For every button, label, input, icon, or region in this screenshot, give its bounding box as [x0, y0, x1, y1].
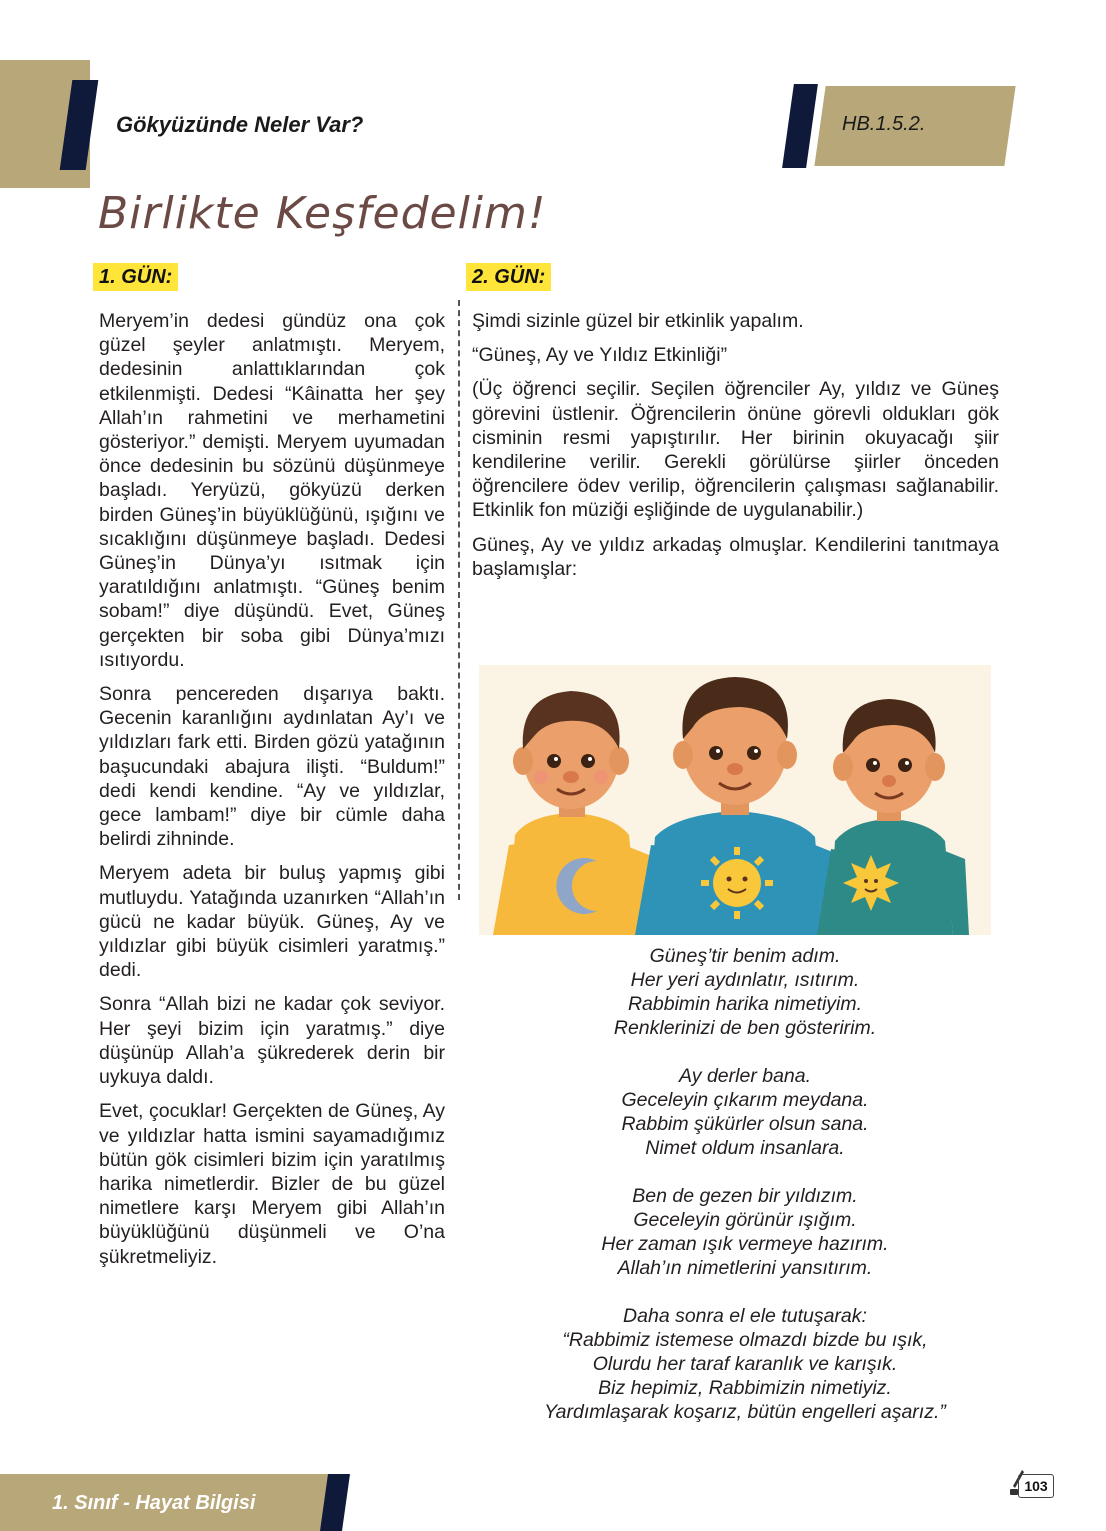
day1-story	[99, 309, 445, 1279]
column-divider	[458, 300, 460, 900]
story-paragraph: Sonra pencereden dışarıya baktı. Gecenin karanlığını aydınlatan Ay’ı ve yıldızları fark etti. Birden gözü yatağının başucundaki abajura ilişti. “Buldum!” dedi kendi kendine. “Ay ve yıldızlar, gece lambam!” diye bir cümle daha belirdi zihninde.	[99, 683, 445, 851]
poem-line: Her yeri aydınlatır, ısıtırım.	[630, 969, 860, 991]
activity-title: “Güneş, Ay ve Yıldız Etkinliği”	[472, 344, 728, 367]
poem-line: Yardımlaşarak koşarız, bütün engelleri aşarız.”	[544, 1401, 946, 1423]
poem-line: Ben de gezen bir yıldızım.	[632, 1185, 858, 1207]
poem-line: Rabbimin harika nimetiyim.	[627, 993, 863, 1015]
poem-line: Geceleyin görünür ışığım.	[633, 1209, 857, 1231]
activity-paragraph: (Üç öğrenci seçilir. Seçilen öğrenciler Ay, yıldız ve Güneş görevini üstlenir. Öğrencilerin önüne görevli oldukları gök cisminin resmi yapıştırılır. Her birinin okuyacağı şiir kendilerine verilir. Gerekli görülürse şiirler önceden öğrencilere ödev verilip, öğrencilerin çalışması sağlanabilir. Etkinlik fon müziği eşliğinde de uygulanabilir.)	[472, 378, 999, 522]
activity-paragraph: Şimdi sizinle güzel bir etkinlik yapalım.	[472, 310, 804, 332]
poem-line: Nimet oldum insanlara.	[645, 1137, 845, 1159]
unit-title: Gökyüzünde Neler Var?	[116, 112, 364, 137]
story-paragraph: Meryem adeta bir buluş yapmış gibi mutluydu. Yatağında uzanırken “Allah’ın gücü ne kadar büyük. Güneş, Ay ve yıldızlar gibi büyük cisimleri yaratmış.” dedi.	[99, 862, 445, 982]
poem-line: Renklerinizi de ben gösteririm.	[613, 1017, 877, 1039]
activity-paragraph: Güneş, Ay ve yıldız arkadaş olmuşlar. Kendilerini tanıtmaya başlamışlar:	[472, 533, 999, 580]
children-illustration	[479, 665, 991, 935]
header-right-accent	[782, 84, 818, 168]
star-sun-icon	[843, 855, 899, 911]
poem-line: Biz hepimiz, Rabbimizin nimetiyiz.	[598, 1377, 892, 1399]
poem-line: Rabbim şükürler olsun sana.	[621, 1113, 869, 1135]
footer-subject: 1. Sınıf - Hayat Bilgisi	[52, 1492, 256, 1514]
day1-label: 1. GÜN:	[93, 263, 178, 291]
poem-stanza-star	[500, 1184, 990, 1280]
poem-line: Allah’ın nimetlerini yansıtırım.	[617, 1257, 873, 1279]
outcome-code: HB.1.5.2.	[842, 113, 926, 135]
poem-line: Güneş’tir benim adım.	[649, 945, 841, 967]
poem-stanza-moon	[500, 1064, 990, 1160]
day2-label: 2. GÜN:	[466, 263, 551, 291]
day2-activity	[472, 309, 999, 591]
poem	[500, 944, 990, 1448]
poem-stanza-sun	[500, 944, 990, 1040]
poem-line: Ay derler bana.	[678, 1065, 812, 1087]
poem-stanza-together	[500, 1304, 990, 1424]
story-paragraph: Evet, çocuklar! Gerçekten de Güneş, Ay ve yıldızlar hatta ismini sayamadığımız bütün gök cisimleri bizim için yaratılmış harika nimetlerdir. Bizler de bu güzel nimetlere karşı Meryem gibi Allah’ın büyüklüğünü düşünmeli ve O’na şükretmeliyiz.	[99, 1100, 445, 1268]
poem-line: Olurdu her taraf karanlık ve karışık.	[592, 1353, 898, 1375]
poem-line: Her zaman ışık vermeye hazırım.	[601, 1233, 889, 1255]
poem-line: Geceleyin çıkarım meydana.	[621, 1089, 869, 1111]
story-paragraph: Sonra “Allah bizi ne kadar çok seviyor. Her şeyi bizim için yaratmış.” diye düşünüp Allah’a şükrederek derin bir uykuya daldı.	[99, 993, 445, 1089]
poem-line: Daha sonra el ele tutuşarak:	[623, 1305, 867, 1327]
poem-line: “Rabbimiz istemese olmazdı bizde bu ışık,	[562, 1329, 928, 1351]
story-paragraph: Meryem’in dedesi gündüz ona çok güzel şeyler anlatmıştı. Meryem, dedesinin anlattıklarından çok etkilenmişti. Dedesi “Kâinatta her şey Allah’ın rahmetini ve merhametini gösteriyor.” demişti. Meryem uyumadan önce dedesinin bu sözünü düşünmeye başladı. Yeryüzü, gökyüzü derken birden Güneş’in büyüklüğünü, ışığını ve sıcaklığını düşünmeye başladı. Dedesi Güneş’in Dünya’yı ısıtmak için yaratıldığını anlatmıştı. “Güneş benim sobam!” diye düşündü. Evet, Güneş gerçekten bir soba gibi Dünya’mızı ısıtıyordu.	[99, 310, 445, 671]
page-title: Birlikte Keşfedelim!	[98, 188, 547, 239]
page-number: 103	[1018, 1474, 1054, 1498]
